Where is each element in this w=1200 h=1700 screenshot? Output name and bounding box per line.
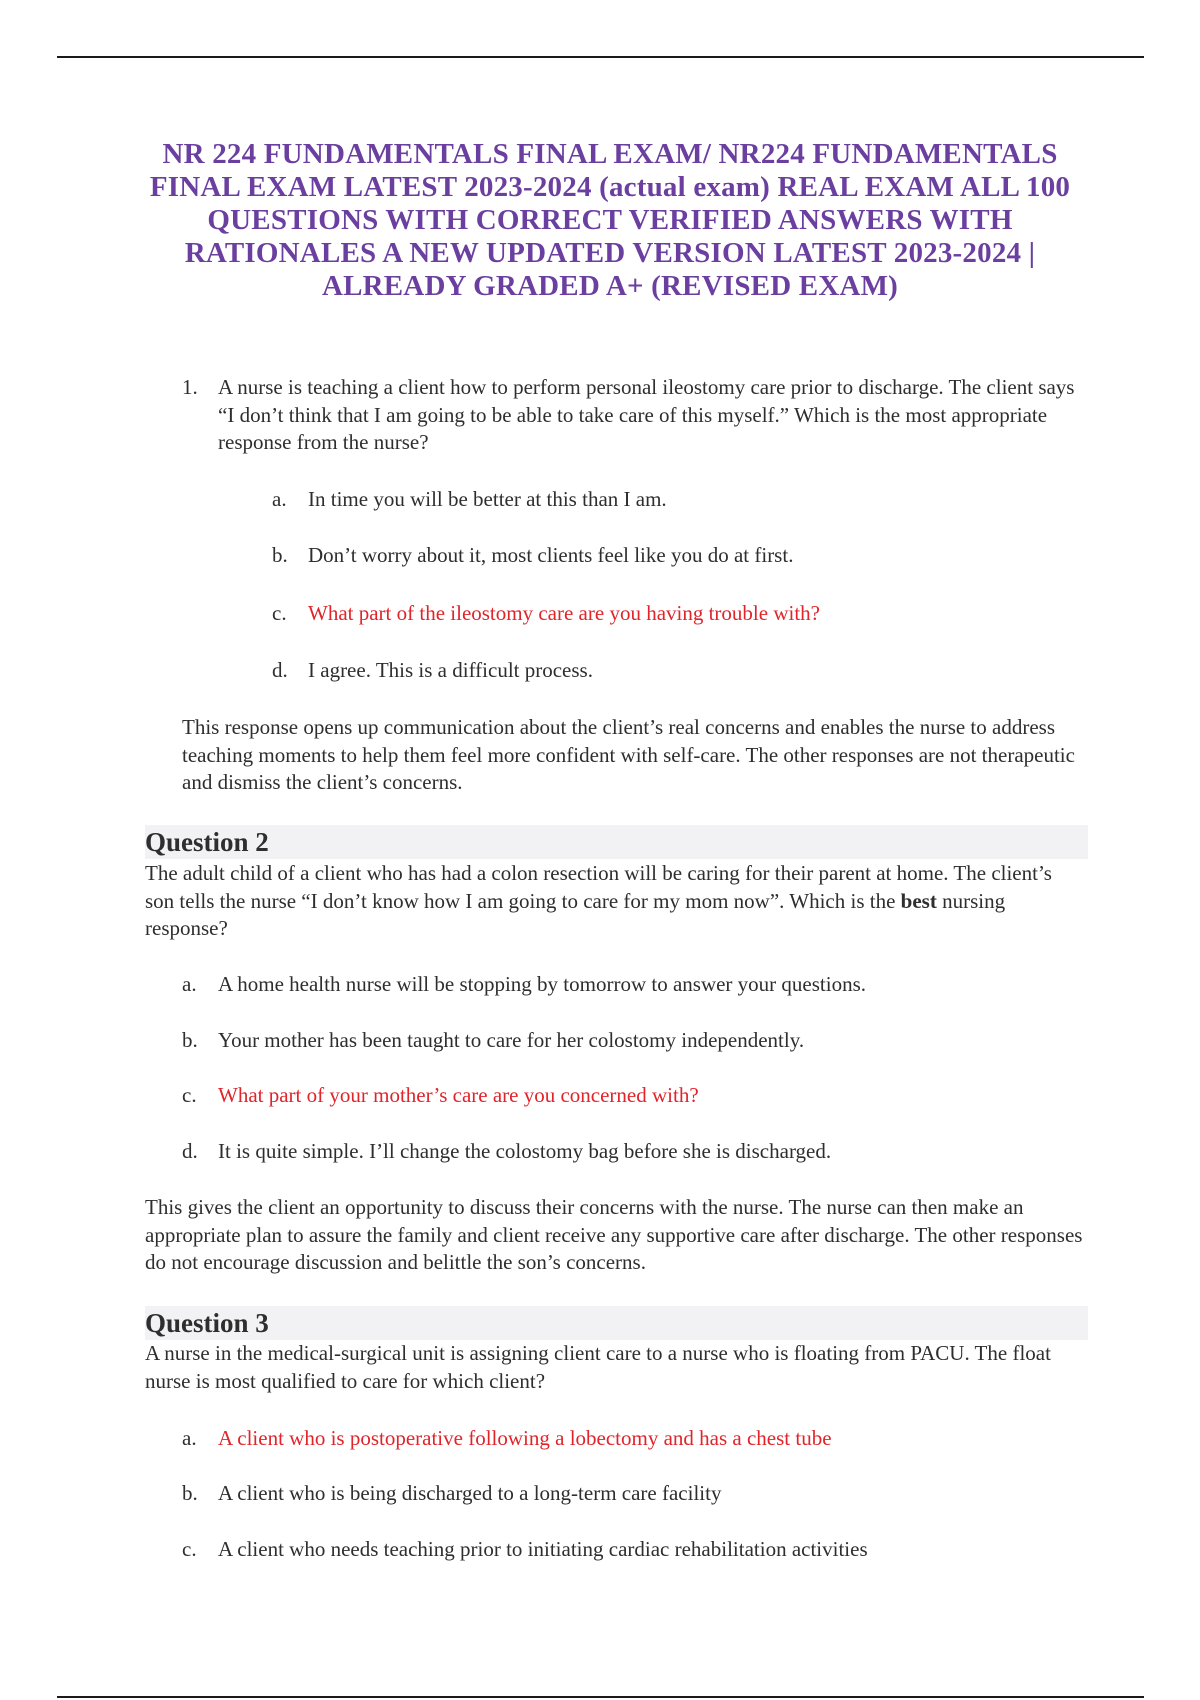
option-letter: c.: [182, 1537, 197, 1561]
option-text: A client who is being discharged to a long-term care facility: [218, 1481, 722, 1505]
question-2-option-b: [182, 1026, 804, 1054]
question-1-option-c-correct: [272, 599, 820, 627]
question-1-option-a: [272, 485, 667, 513]
option-letter: c.: [182, 1083, 197, 1107]
question-3-heading: [145, 1306, 1088, 1340]
question-2-option-c-correct: [182, 1081, 699, 1109]
question-2-stem-end: nursing response?: [145, 888, 1006, 940]
option-text: It is quite simple. I’ll change the colostomy bag before she is discharged.: [218, 1139, 832, 1163]
question-2-rationale: This gives the client an opportunity to discuss their concerns with the nurse. The nurse can then make an appropriate plan to assure the family and client receive any supportive care after discharge. The other responses do not encourage discussion and belittle the son’s concerns.: [145, 1195, 1083, 1274]
question-1-stem: A nurse is teaching a client how to perform personal ileostomy care prior to discharge. The client says “I don’t think that I am going to be able to take care of this myself.” Which is the most appropriate response from the nurse?: [218, 375, 1075, 454]
option-letter: d.: [182, 1139, 198, 1163]
option-letter: b.: [272, 543, 288, 567]
option-text: I agree. This is a difficult process.: [308, 658, 593, 682]
option-text: In time you will be better at this than I am.: [308, 487, 667, 511]
question-1-number: 1.: [182, 375, 198, 399]
question-3-option-b: [182, 1479, 721, 1507]
option-text: Your mother has been taught to care for her colostomy independently.: [218, 1028, 805, 1052]
correct-answer-text: A client who is postoperative following a lobectomy and has a chest tube: [218, 1426, 832, 1450]
question-1-rationale: This response opens up communication about the client’s real concerns and enables the nurse to address teaching moments to help them feel more confident with self-care. The other responses are not therapeutic and dismiss the client’s concerns.: [182, 715, 1075, 794]
correct-answer-text: What part of your mother’s care are you concerned with?: [218, 1083, 699, 1107]
option-letter: b.: [182, 1028, 198, 1052]
option-text: A home health nurse will be stopping by tomorrow to answer your questions.: [218, 972, 866, 996]
question-3-stem: A nurse in the medical-surgical unit is assigning client care to a nurse who is floating from PACU. The float nurse is most qualified to care for which client?: [145, 1341, 1051, 1393]
question-3-option-a-correct: [182, 1424, 832, 1452]
question-1-option-b: [272, 541, 793, 569]
question-1-option-d: [272, 656, 593, 684]
option-letter: a.: [272, 487, 287, 511]
question-2-heading: [145, 825, 1088, 859]
option-text: A client who needs teaching prior to initiating cardiac rehabilitation activities: [218, 1537, 868, 1561]
bottom-rule: [57, 1696, 1144, 1698]
document-title: NR 224 FUNDAMENTALS FINAL EXAM/ NR224 FUNDAMENTALS FINAL EXAM LATEST 2023-2024 (actual exam) REAL EXAM ALL 100 QUESTIONS WITH CORRECT VERIFIED ANSWERS WITH RATIONALES A NEW UPDATED VERSION LATEST 2023-2024 | ALREADY GRADED A+ (REVISED EXAM): [149, 138, 1071, 302]
option-text: Don’t worry about it, most clients feel like you do at first.: [308, 543, 794, 567]
question-2-stem-start: The adult child of a client who has had a colon resection will be caring for their parent at home. The client’s son tells the nurse “I don’t know how I am going to care for my mom now”. Which is the: [145, 861, 1052, 913]
question-2-stem-emphasis: best: [900, 888, 937, 913]
option-letter: d.: [272, 658, 288, 682]
question-2-option-a: [182, 970, 866, 998]
question-2-heading-text: Question 2: [145, 827, 269, 857]
question-3-heading-text: Question 3: [145, 1308, 269, 1338]
correct-answer-text: What part of the ileostomy care are you having trouble with?: [308, 601, 820, 625]
top-rule: [57, 56, 1144, 58]
question-2-stem: [145, 860, 1085, 943]
option-letter: b.: [182, 1481, 198, 1505]
option-letter: a.: [182, 972, 197, 996]
question-3-option-c: [182, 1535, 868, 1563]
question-2-option-d: [182, 1137, 831, 1165]
option-letter: a.: [182, 1426, 197, 1450]
option-letter: c.: [272, 601, 287, 625]
